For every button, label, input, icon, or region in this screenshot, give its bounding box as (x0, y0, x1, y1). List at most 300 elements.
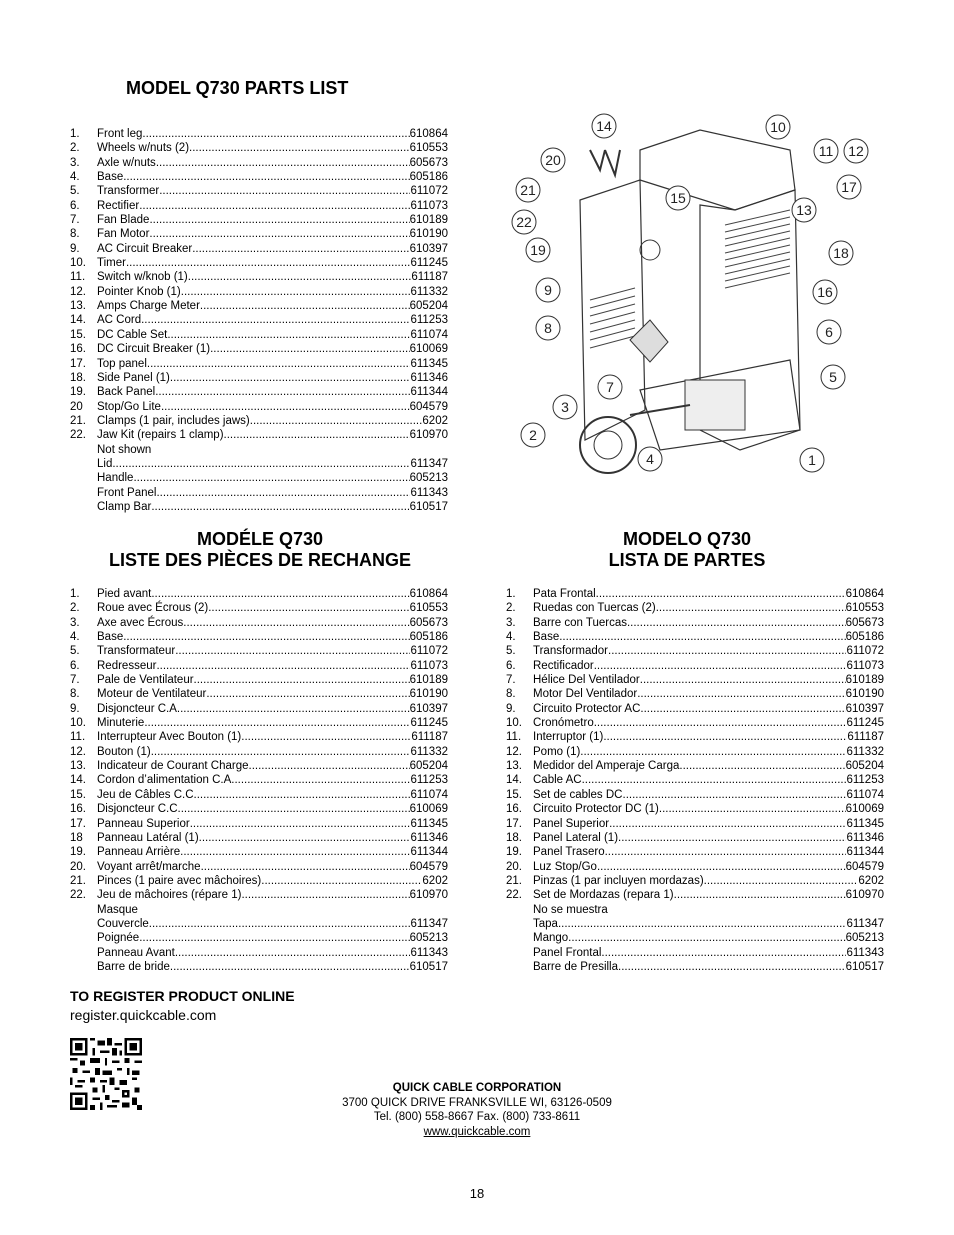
item-number (70, 500, 97, 514)
item-number: 10. (506, 717, 522, 730)
parts-list-row (70, 831, 448, 845)
item-name: Couvercle (97, 917, 149, 930)
item-name: Circuito Protector DC (1) (533, 803, 659, 816)
callout-label: 21 (520, 182, 536, 198)
callout-label: 22 (516, 214, 532, 230)
parts-list-row (506, 874, 884, 888)
register-url[interactable]: register.quickcable.com (70, 1007, 217, 1023)
spanish-parts-list (506, 587, 884, 974)
parts-list-row (70, 256, 448, 270)
dot-leader (210, 342, 410, 356)
part-number: 610397 (845, 702, 884, 715)
dot-leader (603, 730, 847, 744)
parts-list-row (506, 860, 884, 874)
part-number: 610970 (409, 889, 448, 902)
item-name: Stop/Go Lite (97, 400, 161, 413)
dot-leader (147, 357, 411, 371)
item-name: Disjoncteur C.A. (97, 702, 181, 715)
parts-list-row (70, 299, 448, 313)
item-number: 5. (506, 645, 516, 658)
parts-list-row (70, 385, 448, 399)
item-number: 14. (506, 774, 522, 787)
item-number (70, 931, 97, 945)
item-number (506, 903, 533, 917)
item-name: Motor Del Ventilador (533, 688, 638, 701)
item-name: Luz Stop/Go (533, 860, 597, 873)
parts-list-row (70, 371, 448, 385)
parts-list-row (70, 903, 448, 917)
company-website[interactable]: www.quickcable.com (423, 1125, 531, 1138)
dot-leader (231, 773, 410, 787)
item-number: 20 (70, 400, 83, 413)
part-number: 6202 (858, 874, 884, 887)
item-number (70, 903, 97, 917)
part-number: 611073 (410, 199, 448, 212)
item-number: 20. (506, 860, 522, 873)
parts-list-row (70, 745, 448, 759)
part-number: 610189 (845, 674, 884, 687)
item-number: 18. (70, 371, 86, 384)
part-number: 611253 (846, 774, 884, 787)
part-number: 605204 (409, 760, 448, 773)
item-name: Fan Blade (97, 214, 150, 227)
item-name: Pomo (1) (533, 745, 581, 758)
parts-list-row (70, 630, 448, 644)
item-number: 16. (70, 803, 86, 816)
dot-leader (201, 860, 410, 874)
item-name: Panneau Avant (97, 946, 175, 959)
part-number: 610517 (409, 500, 448, 513)
part-number: 611347 (410, 457, 448, 470)
item-number: 21. (70, 414, 86, 427)
item-name: Jaw Kit (repairs 1 clamp) (97, 429, 224, 442)
item-number: 1. (70, 588, 80, 600)
item-name: Top panel (97, 357, 147, 370)
dot-leader (618, 831, 846, 845)
item-name: Pata Frontal (533, 588, 596, 600)
part-number: 611074 (410, 788, 448, 801)
parts-list-row (70, 457, 448, 471)
vent-slot (725, 245, 790, 260)
parts-list-row (70, 313, 448, 327)
item-name: DC Cable Set (97, 328, 168, 341)
item-number (70, 443, 97, 457)
dot-leader (175, 946, 411, 960)
part-number: 611245 (410, 257, 448, 270)
part-number: 611346 (410, 371, 448, 384)
english-title: MODEL Q730 PARTS LIST (126, 78, 349, 98)
parts-list-row (70, 946, 448, 960)
item-number (506, 946, 533, 960)
parts-list-row (70, 471, 448, 485)
item-name: AC Cord (97, 314, 142, 327)
part-number: 611332 (846, 745, 884, 758)
item-name: Transformateur (97, 645, 176, 658)
item-name: Timer (97, 257, 126, 270)
item-name: Front leg (97, 128, 143, 140)
part-number: 610864 (409, 588, 448, 600)
item-number: 9. (70, 242, 80, 255)
part-number: 604579 (845, 860, 884, 873)
vent-slot (725, 217, 790, 232)
item-name: Ruedas con Tuercas (2) (533, 602, 656, 615)
dot-leader (167, 328, 410, 342)
parts-list-row (70, 141, 448, 155)
part-number: 611345 (410, 357, 448, 370)
part-number: 611344 (410, 846, 448, 859)
dot-leader (594, 716, 847, 730)
part-number: 611253 (410, 314, 448, 327)
part-number: 611187 (411, 731, 448, 744)
item-name: Disjoncteur C.C (97, 803, 178, 816)
item-name: Jeu de Câbles C.C (97, 788, 194, 801)
dot-leader (138, 903, 448, 917)
parts-list-row (70, 817, 448, 831)
dot-leader (190, 817, 411, 831)
item-name: Circuito Protector AC (533, 702, 641, 715)
parts-list-row (70, 400, 448, 414)
dot-leader (170, 960, 410, 974)
parts-list-row (70, 270, 448, 284)
part-number: 605673 (409, 616, 448, 629)
parts-list-row (70, 874, 448, 888)
dot-leader (206, 687, 409, 701)
item-name: Front Panel (97, 486, 157, 499)
vent-slot (725, 252, 790, 267)
parts-list-row (70, 328, 448, 342)
part-number: 611343 (846, 946, 884, 959)
french-title-line1: MODÉLE Q730 (196, 529, 324, 549)
part-number: 610190 (845, 688, 884, 701)
dot-leader (674, 888, 846, 902)
callout-label: 19 (530, 242, 546, 258)
item-name: No se muestra (533, 903, 608, 916)
item-name: Barre de Presilla (533, 960, 619, 973)
dot-leader (558, 917, 847, 931)
callout-label: 20 (545, 152, 561, 168)
item-name: Clamp Bar (97, 500, 152, 513)
callout-label: 12 (848, 143, 864, 159)
callout-label: 7 (606, 379, 614, 395)
parts-list-row (70, 687, 448, 701)
item-name: Amps Charge Meter (97, 300, 200, 313)
dot-leader (594, 659, 847, 673)
parts-list-row (70, 428, 448, 442)
item-name: Cordon d’alimentation C.A (97, 774, 232, 787)
part-number: 611073 (410, 659, 448, 672)
item-name: Poignée (97, 932, 140, 945)
item-number: 6. (70, 659, 80, 672)
dot-leader (181, 285, 411, 299)
item-number: 1. (70, 128, 80, 140)
exploded-parts-diagram (500, 110, 900, 490)
parts-list-row (506, 673, 884, 687)
part-number: 611346 (410, 831, 448, 844)
parts-list-row (506, 587, 884, 601)
part-number: 611346 (846, 831, 884, 844)
dot-leader (608, 644, 846, 658)
item-name: Redresseur (97, 659, 157, 672)
item-name: DC Circuit Breaker (1) (97, 343, 211, 356)
parts-list-row (506, 845, 884, 859)
callout-label: 11 (818, 143, 834, 159)
item-number: 6. (506, 659, 516, 672)
part-number: 610069 (409, 803, 448, 816)
item-number (70, 917, 97, 931)
dot-leader (170, 371, 411, 385)
dot-leader (175, 644, 410, 658)
parts-list-row (70, 845, 448, 859)
item-number: 22. (506, 889, 522, 902)
part-number: 604579 (409, 400, 448, 413)
parts-list-row (70, 127, 448, 141)
callout-label: 6 (825, 324, 833, 340)
parts-list-row (506, 946, 884, 960)
callout-label: 5 (829, 369, 837, 385)
dot-leader (568, 931, 845, 945)
dot-leader (224, 428, 410, 442)
parts-list-row (506, 601, 884, 615)
dot-leader (139, 931, 409, 945)
dot-leader (640, 673, 846, 687)
item-number (70, 457, 97, 471)
part-number: 610517 (845, 960, 884, 973)
item-number: 21. (506, 874, 522, 887)
item-number: 8. (70, 228, 80, 241)
item-number: 3. (506, 616, 516, 629)
dot-leader (608, 903, 884, 917)
wheel-shape (580, 417, 636, 473)
part-number: 605186 (845, 631, 884, 644)
item-number: 9. (70, 702, 80, 715)
dot-leader (601, 946, 846, 960)
item-number: 12. (506, 745, 522, 758)
item-name: Bouton (1) (97, 745, 151, 758)
item-name: Moteur de Ventilateur (97, 688, 207, 701)
dot-leader (194, 673, 410, 687)
dot-leader (627, 616, 846, 630)
dot-leader (156, 486, 410, 500)
item-number: 14. (70, 314, 86, 327)
dot-leader (623, 788, 847, 802)
transformer-shape (685, 380, 745, 430)
part-number: 611245 (846, 717, 884, 730)
part-number: 610970 (409, 429, 448, 442)
part-number: 611187 (847, 731, 884, 744)
item-number: 4. (70, 631, 80, 644)
item-number: 6. (70, 199, 80, 212)
item-name: Base. (533, 631, 563, 644)
part-number: 611332 (410, 285, 448, 298)
register-heading: TO REGISTER PRODUCT ONLINE (70, 988, 295, 1004)
dot-leader (596, 587, 846, 601)
clamps-shape (590, 150, 620, 175)
item-name: Base (97, 631, 124, 644)
parts-list-row (506, 659, 884, 673)
part-number: 611347 (846, 917, 884, 930)
callout-label: 8 (544, 320, 552, 336)
part-number: 6202 (422, 414, 448, 427)
item-name: Roue avec Écrous (2) (97, 602, 209, 615)
part-number: 611072 (410, 645, 448, 658)
item-number: 19. (506, 846, 522, 859)
item-name: Set de Mordazas (repara 1) (533, 889, 674, 902)
fan-blade-shape (630, 320, 668, 362)
item-number: 8. (506, 688, 516, 701)
item-number: 17. (70, 817, 86, 830)
item-number (506, 931, 533, 945)
item-name: Voyant arrêt/marche (97, 860, 201, 873)
parts-list-row (506, 817, 884, 831)
part-number: 611332 (410, 745, 448, 758)
item-name: Wheels w/nuts (2) (97, 142, 190, 155)
vent-slot (725, 224, 790, 239)
item-number (70, 960, 97, 974)
callout-label: 16 (817, 284, 833, 300)
item-name: Pied avant (97, 588, 152, 600)
dot-leader (151, 587, 409, 601)
part-number: 611072 (410, 185, 448, 198)
callout-label: 10 (770, 119, 786, 135)
dot-leader (155, 385, 410, 399)
parts-list-row (70, 242, 448, 256)
dot-leader (139, 199, 410, 213)
item-name: Rectifier (97, 199, 140, 212)
parts-list-row (70, 716, 448, 730)
item-number: 7. (506, 674, 516, 687)
part-number: 605213 (409, 472, 448, 485)
item-name: Pinzas (1 par incluyen mordazas) (533, 874, 704, 887)
part-number: 611343 (410, 486, 448, 499)
item-number: 7. (70, 674, 80, 687)
dot-leader (241, 730, 411, 744)
item-number: 4. (70, 171, 80, 184)
parts-list-row (70, 860, 448, 874)
french-title (60, 529, 460, 571)
item-name: Clamps (1 pair, includes jaws) (97, 414, 250, 427)
dot-leader (580, 745, 846, 759)
item-name: Medidor del Amperaje Carga (533, 760, 680, 773)
parts-list-row (506, 730, 884, 744)
part-number: 610069 (409, 343, 448, 356)
part-number: 610864 (409, 128, 448, 140)
spanish-title (487, 529, 887, 571)
item-name: Indicateur de Courant Charge (97, 760, 249, 773)
item-name: Set de cables DC (533, 788, 623, 801)
parts-list-row (506, 745, 884, 759)
item-name: Barre de bride (97, 960, 170, 973)
part-number: 605204 (845, 760, 884, 773)
dot-leader (208, 601, 409, 615)
item-name: Barre con Tuercas (533, 616, 627, 629)
part-number: 610189 (409, 214, 448, 227)
part-number: 610190 (409, 228, 448, 241)
vent-slot (725, 259, 790, 274)
part-number: 611343 (410, 946, 448, 959)
item-name: Panneau Superior (97, 817, 190, 830)
item-name: Pointer Knob (1) (97, 285, 181, 298)
item-number: 13. (70, 300, 86, 313)
dot-leader (194, 788, 411, 802)
item-name: Tapa (533, 917, 558, 930)
part-number: 611253 (410, 774, 448, 787)
dot-leader (112, 457, 410, 471)
dot-leader (605, 845, 847, 859)
item-number: 7. (70, 214, 80, 227)
item-name: Mango (533, 932, 569, 945)
part-number: 611345 (846, 817, 884, 830)
dot-leader (123, 630, 409, 644)
callout-label: 13 (796, 202, 812, 218)
item-name: Panneau Latéral (1) (97, 831, 199, 844)
item-name: Masque (97, 903, 138, 916)
item-number: 3. (70, 156, 80, 169)
part-number: 611347 (410, 917, 448, 930)
parts-list-row (70, 601, 448, 615)
item-name: Panel Frontal (533, 946, 602, 959)
vent-slot (725, 266, 790, 281)
parts-list-row (506, 917, 884, 931)
wheel-hub-shape (594, 431, 622, 459)
item-name: Panel Lateral (1) (533, 831, 619, 844)
item-name: Panel Superior (533, 817, 610, 830)
part-number: 611245 (410, 717, 448, 730)
part-number: 610397 (409, 702, 448, 715)
dot-leader (149, 213, 409, 227)
dot-leader (679, 759, 845, 773)
company-phone: Tel. (800) 558-8667 Fax. (800) 733-8611 (373, 1111, 581, 1123)
item-number: 18. (506, 831, 522, 844)
dot-leader (609, 817, 846, 831)
item-name: Pale de Ventilateur (97, 674, 194, 687)
french-title-line2: LISTE DES PIÈCES DE RECHANGE (108, 550, 412, 570)
parts-list-row (70, 759, 448, 773)
item-name: Minuterie (97, 717, 145, 730)
item-name: Panneau Arrière (97, 846, 181, 859)
item-name: Interruptor (1) (533, 731, 604, 744)
callout-label: 18 (833, 245, 849, 261)
item-name: Base (97, 171, 124, 184)
item-number: 9. (506, 702, 516, 715)
part-number: 610864 (845, 588, 884, 600)
item-number: 14. (70, 774, 86, 787)
parts-list-row (70, 802, 448, 816)
parts-list-row (70, 616, 448, 630)
parts-list-row (70, 773, 448, 787)
parts-list-row (70, 500, 448, 514)
part-number: 611073 (846, 659, 884, 672)
item-number: 13. (506, 760, 522, 773)
parts-list-row (70, 673, 448, 687)
callout-label: 3 (561, 399, 569, 415)
part-number: 611074 (846, 788, 884, 801)
dot-leader (149, 917, 411, 931)
item-number: 10. (70, 257, 86, 270)
dot-leader (133, 471, 409, 485)
item-name: Transformador (533, 645, 608, 658)
parts-list-row (70, 184, 448, 198)
parts-list-row (506, 802, 884, 816)
dot-leader (192, 242, 409, 256)
item-name: Jeu de mâchoires (répare 1) (97, 889, 242, 902)
dot-leader (659, 802, 846, 816)
item-number: 5. (70, 185, 80, 198)
dot-leader (199, 831, 411, 845)
dot-leader (637, 687, 845, 701)
part-number: 610517 (409, 960, 448, 973)
parts-list-row (506, 702, 884, 716)
parts-list-row (506, 616, 884, 630)
